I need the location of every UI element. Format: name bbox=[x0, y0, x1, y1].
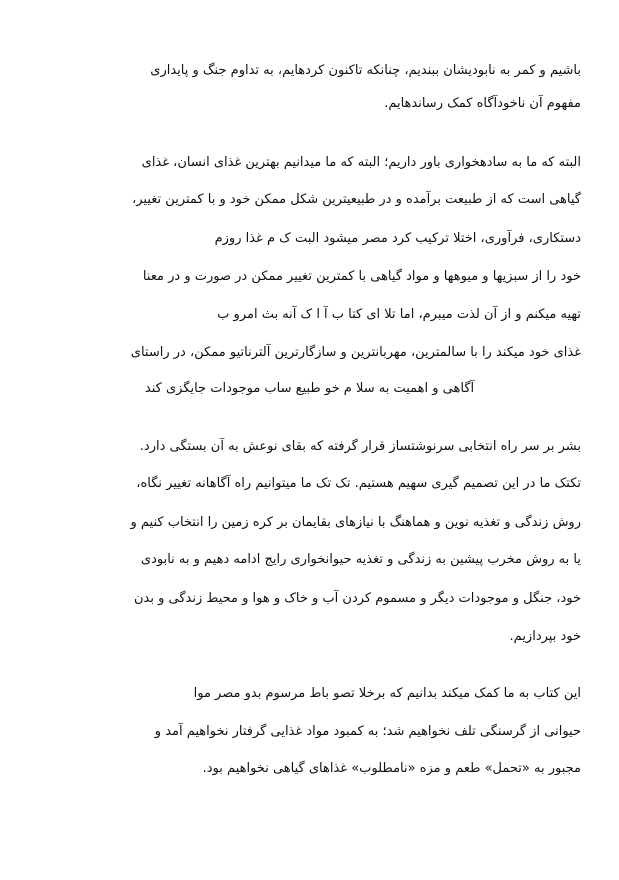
text-line: آگاهی و اهمیت به سلا م خو طبیع ساب موجودات جایگزی کند bbox=[144, 381, 475, 396]
text-line: باشیم و کمر به نابودیشان ببندیم، چنانکه تاکنون کردهایم، به تداوم جنگ و پایداری bbox=[150, 63, 581, 78]
text-line: تهیه میکنم و از آن لذت میبرم، اما تلا ای کتا ب آ ا ک آنه بث امرو ب bbox=[217, 307, 581, 322]
text-line: این کتاب به ما کمک میکند بدانیم که برخلا تصو باط مرسوم بدو مصر موا bbox=[193, 686, 581, 701]
text-line: روش زندگی و تغذیه نوین و هماهنگ با نیازهای بقایمان بر کره زمین را انتخاب کنیم و bbox=[130, 515, 581, 530]
text-line: تکتک ما در این تصمیم گیری سهیم هستیم. تک تک ما میتوانیم راه آگاهانه تغییر نگاه، bbox=[136, 476, 581, 491]
text-line: خود، جنگل و موجودات دیگر و مسموم کردن آب و خاک و هوا و محیط زندگی و بدن bbox=[133, 591, 581, 606]
text-line: خود را از سبزیها و میوهها و مواد گیاهی با کمترین تغییر ممکن در صورت و در معنا bbox=[142, 269, 581, 284]
text-line: مجبور به «تحمل» طعم و مزه «نامطلوب» غذاهای گیاهی نخواهیم بود. bbox=[202, 761, 581, 776]
text-line: بشر بر سر راه انتخابی سرنوشتساز قرار گرفته که بقای نوعش به آن بستگی دارد. bbox=[139, 439, 581, 454]
text-line: البته که ما به سادهخواری باور داریم؛ البته که ما میدانیم بهترین غذای انسان، غذای bbox=[141, 155, 581, 170]
text-line: دستکاری، فرآوری، اختلا ترکیب کرد مصر میشود البت ک م غذا روزم bbox=[214, 231, 581, 246]
text-line: حیوانی از گرسنگی تلف نخواهیم شد؛ به کمبود مواد غذایی گرفتار نخواهیم آمد و bbox=[154, 724, 581, 739]
text-line: گیاهی است که از طبیعت برآمده و در طبیعیترین شکل ممکن خود و با کمترین تغییر، bbox=[132, 192, 581, 207]
text-line: مفهوم آن ناخودآگاه کمک رساندهایم. bbox=[384, 96, 581, 111]
text-line: یا به روش مخرب پیشین به زندگی و تغذیه حیوانخواری رایج ادامه دهیم و به نابودی bbox=[140, 552, 581, 567]
text-line: غذای خود میکند را با سالمترین، مهربانترین و سازگارترین آلترناتیو ممکن، در راستای bbox=[130, 345, 581, 360]
text-line: خود بپردازیم. bbox=[509, 629, 581, 644]
